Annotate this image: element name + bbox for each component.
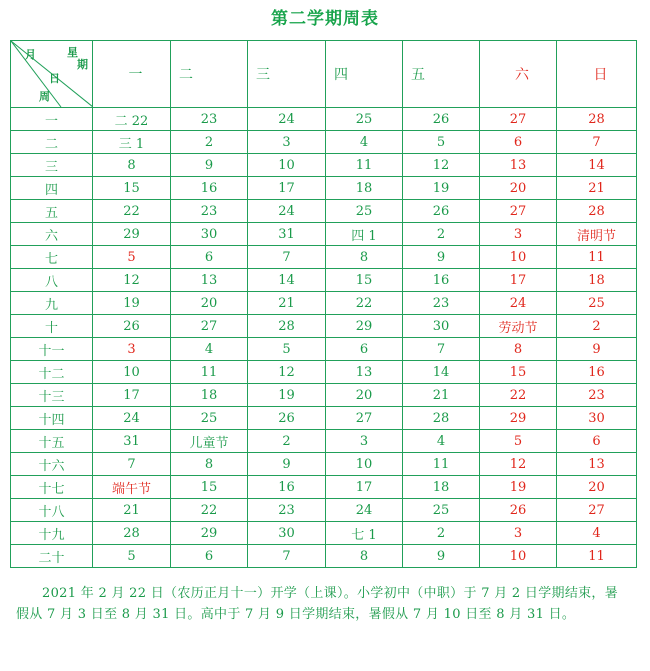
table-row xyxy=(11,476,637,499)
day-cell: 6 xyxy=(171,545,248,568)
day-cell: 8 xyxy=(93,154,171,177)
day-cell: 18 xyxy=(171,384,248,407)
day-cell: 4 xyxy=(557,522,637,545)
header-saturday: 六 xyxy=(480,41,557,108)
week-number-cell: 十 xyxy=(11,315,93,338)
day-cell: 22 xyxy=(93,200,171,223)
day-cell: 14 xyxy=(403,361,480,384)
day-cell: 31 xyxy=(93,430,171,453)
day-cell: 13 xyxy=(171,269,248,292)
day-cell: 31 xyxy=(248,223,326,246)
day-cell: 11 xyxy=(557,545,637,568)
day-cell: 21 xyxy=(93,499,171,522)
day-cell: 17 xyxy=(93,384,171,407)
week-number-cell: 十四 xyxy=(11,407,93,430)
table-row xyxy=(11,499,637,522)
day-cell: 27 xyxy=(480,108,557,131)
day-cell: 25 xyxy=(326,108,403,131)
week-number-cell: 十二 xyxy=(11,361,93,384)
header-tuesday: 二 xyxy=(171,41,248,108)
day-cell: 25 xyxy=(326,200,403,223)
day-cell: 28 xyxy=(403,407,480,430)
day-cell: 7 xyxy=(403,338,480,361)
day-cell: 21 xyxy=(248,292,326,315)
day-cell: 清明节 xyxy=(557,223,637,246)
day-cell: 24 xyxy=(248,200,326,223)
day-cell: 15 xyxy=(480,361,557,384)
week-number-cell: 一 xyxy=(11,108,93,131)
day-cell: 10 xyxy=(480,246,557,269)
day-cell: 26 xyxy=(248,407,326,430)
day-cell: 端午节 xyxy=(93,476,171,499)
table-row xyxy=(11,522,637,545)
day-cell: 14 xyxy=(557,154,637,177)
day-cell: 6 xyxy=(557,430,637,453)
day-cell: 12 xyxy=(93,269,171,292)
day-cell: 16 xyxy=(403,269,480,292)
day-cell: 18 xyxy=(403,476,480,499)
day-cell: 5 xyxy=(248,338,326,361)
day-cell: 16 xyxy=(171,177,248,200)
day-cell: 19 xyxy=(403,177,480,200)
day-cell: 四 1 xyxy=(326,223,403,246)
day-cell: 8 xyxy=(326,545,403,568)
week-number-cell: 九 xyxy=(11,292,93,315)
table-row xyxy=(11,338,637,361)
day-cell: 23 xyxy=(403,292,480,315)
header-wednesday: 三 xyxy=(248,41,326,108)
table-row xyxy=(11,384,637,407)
day-cell: 23 xyxy=(171,200,248,223)
week-calendar-table xyxy=(10,40,637,568)
day-cell: 26 xyxy=(480,499,557,522)
day-cell: 8 xyxy=(171,453,248,476)
day-cell: 15 xyxy=(326,269,403,292)
header-sunday: 日 xyxy=(557,41,637,108)
corner-label-day: 日 xyxy=(49,72,60,85)
day-cell: 二 22 xyxy=(93,108,171,131)
week-number-cell: 十七 xyxy=(11,476,93,499)
day-cell: 27 xyxy=(480,200,557,223)
table-row xyxy=(11,269,637,292)
table-row xyxy=(11,545,637,568)
week-number-cell: 十六 xyxy=(11,453,93,476)
day-cell: 17 xyxy=(326,476,403,499)
week-number-cell: 二 xyxy=(11,131,93,154)
day-cell: 9 xyxy=(403,246,480,269)
day-cell: 3 xyxy=(326,430,403,453)
day-cell: 29 xyxy=(93,223,171,246)
day-cell: 23 xyxy=(171,108,248,131)
day-cell: 24 xyxy=(93,407,171,430)
day-cell: 11 xyxy=(403,453,480,476)
day-cell: 30 xyxy=(557,407,637,430)
day-cell: 11 xyxy=(326,154,403,177)
day-cell: 7 xyxy=(248,545,326,568)
day-cell: 25 xyxy=(403,499,480,522)
week-number-cell: 八 xyxy=(11,269,93,292)
corner-label-period: 期 xyxy=(77,58,88,71)
page-title: 第二学期周表 xyxy=(271,9,379,29)
table-row xyxy=(11,315,637,338)
day-cell: 2 xyxy=(171,131,248,154)
day-cell: 22 xyxy=(326,292,403,315)
week-number-cell: 二十 xyxy=(11,545,93,568)
week-number-cell: 十九 xyxy=(11,522,93,545)
day-cell: 3 xyxy=(248,131,326,154)
day-cell: 13 xyxy=(326,361,403,384)
table-row xyxy=(11,361,637,384)
week-number-cell: 四 xyxy=(11,177,93,200)
week-number-cell: 十一 xyxy=(11,338,93,361)
calendar-body xyxy=(11,108,637,568)
table-row xyxy=(11,177,637,200)
day-cell: 30 xyxy=(248,522,326,545)
day-cell: 劳动节 xyxy=(480,315,557,338)
week-number-cell: 十五 xyxy=(11,430,93,453)
week-number-cell: 六 xyxy=(11,223,93,246)
day-cell: 23 xyxy=(248,499,326,522)
day-cell: 19 xyxy=(248,384,326,407)
day-cell: 7 xyxy=(93,453,171,476)
day-cell: 3 xyxy=(480,223,557,246)
day-cell: 19 xyxy=(480,476,557,499)
header-monday: 一 xyxy=(93,41,171,108)
day-cell: 22 xyxy=(480,384,557,407)
day-cell: 25 xyxy=(171,407,248,430)
day-cell: 15 xyxy=(171,476,248,499)
day-cell: 29 xyxy=(326,315,403,338)
day-cell: 15 xyxy=(93,177,171,200)
day-cell: 3 xyxy=(93,338,171,361)
day-cell: 3 xyxy=(480,522,557,545)
day-cell: 22 xyxy=(171,499,248,522)
day-cell: 12 xyxy=(403,154,480,177)
day-cell: 29 xyxy=(480,407,557,430)
table-row xyxy=(11,407,637,430)
day-cell: 10 xyxy=(326,453,403,476)
day-cell: 20 xyxy=(557,476,637,499)
table-row xyxy=(11,200,637,223)
day-cell: 20 xyxy=(171,292,248,315)
day-cell: 20 xyxy=(480,177,557,200)
day-cell: 7 xyxy=(557,131,637,154)
week-number-cell: 三 xyxy=(11,154,93,177)
day-cell: 2 xyxy=(403,223,480,246)
day-cell: 21 xyxy=(403,384,480,407)
day-cell: 26 xyxy=(403,200,480,223)
day-cell: 16 xyxy=(248,476,326,499)
table-row xyxy=(11,246,637,269)
day-cell: 6 xyxy=(326,338,403,361)
day-cell: 5 xyxy=(93,545,171,568)
week-number-cell: 十三 xyxy=(11,384,93,407)
week-number-cell: 七 xyxy=(11,246,93,269)
day-cell: 10 xyxy=(480,545,557,568)
day-cell: 5 xyxy=(480,430,557,453)
day-cell: 13 xyxy=(480,154,557,177)
table-row xyxy=(11,154,637,177)
day-cell: 10 xyxy=(93,361,171,384)
day-cell: 28 xyxy=(248,315,326,338)
day-cell: 16 xyxy=(557,361,637,384)
day-cell: 12 xyxy=(248,361,326,384)
day-cell: 5 xyxy=(93,246,171,269)
table-row xyxy=(11,223,637,246)
day-cell: 27 xyxy=(557,499,637,522)
day-cell: 21 xyxy=(557,177,637,200)
day-cell: 27 xyxy=(171,315,248,338)
day-cell: 6 xyxy=(480,131,557,154)
corner-label-month: 月 xyxy=(25,48,36,61)
day-cell: 三 1 xyxy=(93,131,171,154)
table-row xyxy=(11,430,637,453)
header-thursday: 四 xyxy=(326,41,403,108)
table-row xyxy=(11,453,637,476)
day-cell: 9 xyxy=(557,338,637,361)
day-cell: 11 xyxy=(171,361,248,384)
corner-header-cell xyxy=(11,41,93,108)
table-row xyxy=(11,131,637,154)
day-cell: 24 xyxy=(326,499,403,522)
day-cell: 25 xyxy=(557,292,637,315)
day-cell: 5 xyxy=(403,131,480,154)
day-cell: 19 xyxy=(93,292,171,315)
day-cell: 30 xyxy=(171,223,248,246)
day-cell: 13 xyxy=(557,453,637,476)
day-cell: 28 xyxy=(557,200,637,223)
header-friday: 五 xyxy=(403,41,480,108)
day-cell: 8 xyxy=(326,246,403,269)
day-cell: 28 xyxy=(557,108,637,131)
week-number-cell: 十八 xyxy=(11,499,93,522)
week-number-cell: 五 xyxy=(11,200,93,223)
table-row xyxy=(11,108,637,131)
table-row xyxy=(11,292,637,315)
day-cell: 29 xyxy=(171,522,248,545)
day-cell: 14 xyxy=(248,269,326,292)
day-cell: 18 xyxy=(557,269,637,292)
day-cell: 9 xyxy=(403,545,480,568)
day-cell: 23 xyxy=(557,384,637,407)
day-cell: 七 1 xyxy=(326,522,403,545)
day-cell: 4 xyxy=(171,338,248,361)
day-cell: 27 xyxy=(326,407,403,430)
day-cell: 30 xyxy=(403,315,480,338)
day-cell: 儿童节 xyxy=(171,430,248,453)
day-cell: 6 xyxy=(171,246,248,269)
day-cell: 26 xyxy=(93,315,171,338)
day-cell: 7 xyxy=(248,246,326,269)
day-cell: 9 xyxy=(171,154,248,177)
day-cell: 11 xyxy=(557,246,637,269)
day-cell: 17 xyxy=(480,269,557,292)
day-cell: 18 xyxy=(326,177,403,200)
day-cell: 10 xyxy=(248,154,326,177)
semester-note: 2021 年 2 月 22 日（农历正月十一）开学（上课）。小学初中（中职）于 7 月 2 日学期结束，暑假从 7 月 3 日至 8 月 31 日。高中于 7 月 9 日学期结束，暑假从 7 月 10 日至 8 月 31 日。 xyxy=(16,586,619,622)
day-cell: 4 xyxy=(403,430,480,453)
day-cell: 2 xyxy=(248,430,326,453)
header-row xyxy=(11,41,637,108)
day-cell: 8 xyxy=(480,338,557,361)
corner-label-week: 周 xyxy=(39,90,50,103)
day-cell: 17 xyxy=(248,177,326,200)
day-cell: 28 xyxy=(93,522,171,545)
day-cell: 26 xyxy=(403,108,480,131)
day-cell: 20 xyxy=(326,384,403,407)
day-cell: 24 xyxy=(480,292,557,315)
day-cell: 2 xyxy=(557,315,637,338)
day-cell: 9 xyxy=(248,453,326,476)
day-cell: 24 xyxy=(248,108,326,131)
day-cell: 12 xyxy=(480,453,557,476)
day-cell: 4 xyxy=(326,131,403,154)
day-cell: 2 xyxy=(403,522,480,545)
corner-label-star: 星 xyxy=(67,46,78,59)
